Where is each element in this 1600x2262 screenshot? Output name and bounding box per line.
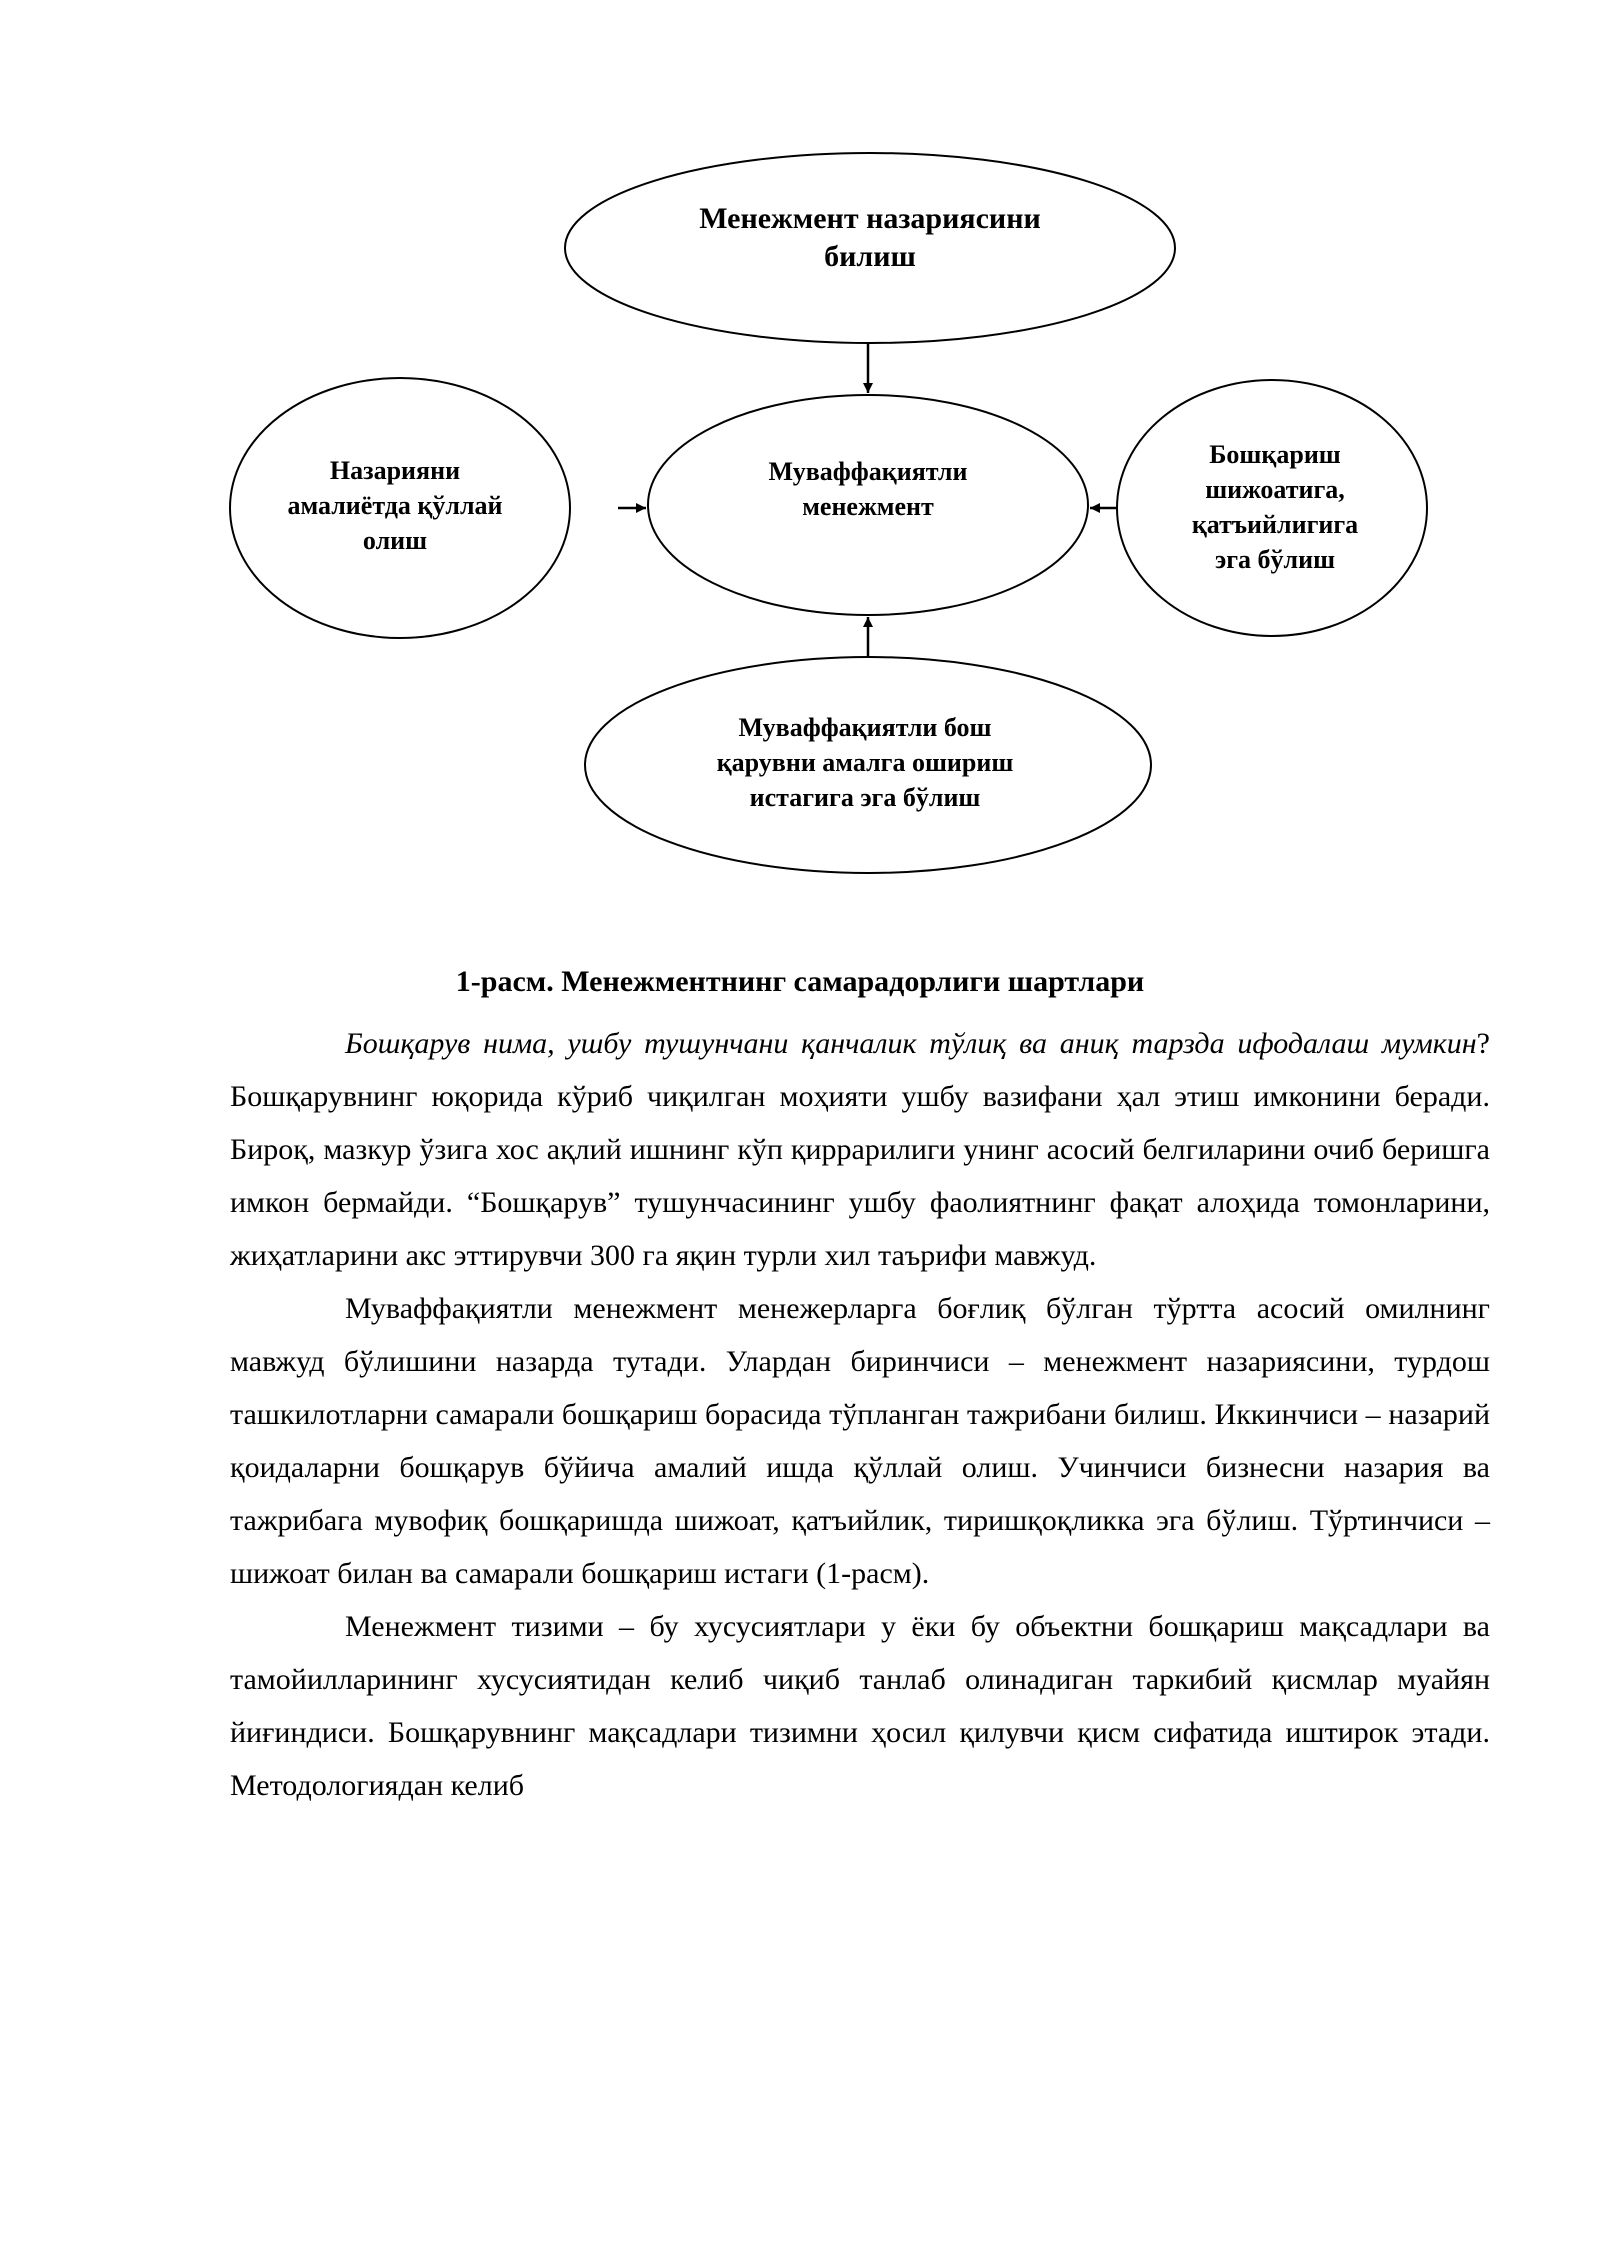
paragraph-3: Менежмент тизими – бу хусусиятлари у ёки бу объектни бошқариш мақсадлари ва тамойилларининг хусусиятидан келиб чиқиб танлаб олинадиган таркибий қисмлар муайян йиғиндиси. Бошқарувнинг мақсадлари тизимни ҳосил қилувчи қисм сифатида иштирок этади. Методологиядан келиб (230, 1610, 1490, 1802)
left-node-label: Назарияни амалиётда қўллай олиш (287, 456, 503, 555)
bottom-node-label: Муваффақиятли бош қарувни амалга ошириш истагига эга бўлиш (716, 713, 1014, 812)
right-node-label: Бошқариш шижоатига, қатъийлигига эга бўлиш (1191, 440, 1359, 574)
top-node-label: Менежмент назариясини билиш (699, 202, 1041, 273)
paragraph-1 (230, 1017, 1490, 1282)
paragraph-1-text: ? Бошқарувнинг юқорида кўриб чиқилган моҳияти ушбу вазифани ҳал этиш имконини беради. Бироқ, мазкур ўзига хос ақлий ишнинг кўп қиррарилиги унинг асосий белгиларини очиб беришга имкон бермайди. “Бошқарув” тушунчасининг ушбу фаолиятнинг фақат алоҳида томонларини, жиҳатларини акс эттирувчи 300 га яқин турли хил таърифи мавжуд. (230, 1027, 1490, 1272)
center-node-label: Муваффақиятли менежмент (768, 457, 968, 521)
paragraph-2: Муваффақиятли менежмент менежерларга боғлиқ бўлган тўртта асосий омилнинг мавжуд бўлишини назарда тутади. Улардан биринчиси – менежмент назариясини, турдош ташкилотларни самарали бошқариш борасида тўпланган тажрибани билиш. Иккинчиси – назарий қоидаларни бошқарув бўйича амалий ишда қўллай олиш. Учинчиси бизнесни назария ва тажрибага мувофиқ бошқаришда шижоат, қатъийлик, тиришқоқликка эга бўлиш. Тўртинчиси – шижоат билан ва самарали бошқариш истаги (1-расм). (230, 1292, 1490, 1590)
body-text (230, 1017, 1490, 1812)
diagram (0, 0, 1600, 900)
paragraph-1-italic-lead: Бошқарув нима, ушбу тушунчани қанчалик тўлиқ ва аниқ тарзда ифодалаш мумкин (345, 1027, 1477, 1060)
figure-caption: 1-расм. Менежментнинг самарадорлиги шартлари (455, 965, 1145, 998)
